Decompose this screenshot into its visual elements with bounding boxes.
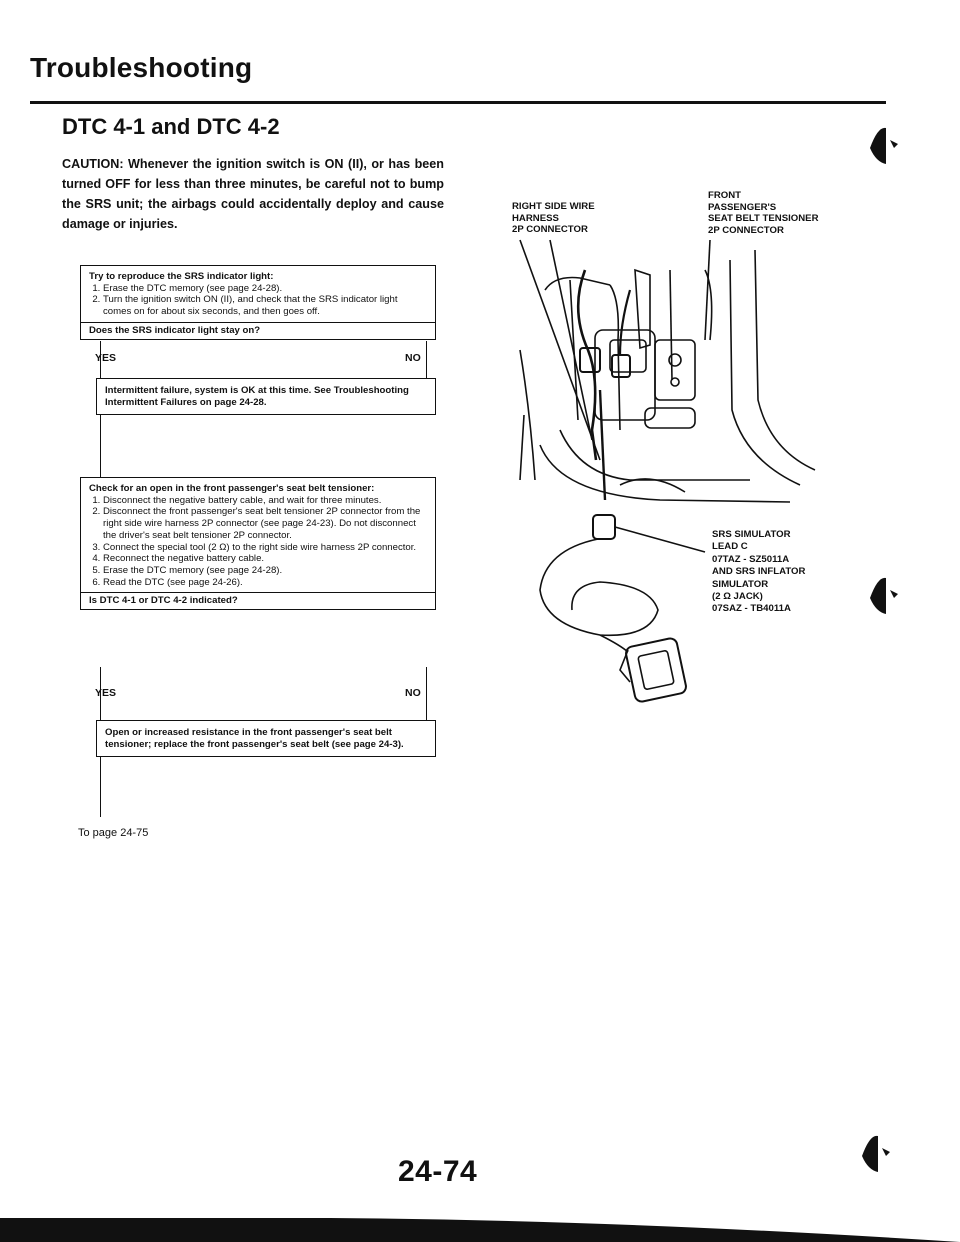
flow-connector bbox=[426, 667, 427, 720]
label-right-side-harness: RIGHT SIDE WIRE HARNESS 2P CONNECTOR bbox=[512, 201, 595, 235]
branch-no-label: NO bbox=[405, 687, 421, 699]
page-title: Troubleshooting bbox=[30, 52, 253, 83]
branch-yes-label: YES bbox=[95, 352, 117, 364]
step-question: Is DTC 4-1 or DTC 4-2 indicated? bbox=[81, 592, 435, 609]
label-srs-simulator: SRS SIMULATOR LEAD C 07TAZ - SZ5011A AND SRS INFLATOR SIMULATOR (2 Ω JACK) 07SAZ - TB4011A bbox=[712, 529, 806, 615]
step-question: Does the SRS indicator light stay on? bbox=[81, 322, 435, 339]
connector-illustration bbox=[500, 230, 820, 710]
step-item: 5. Erase the DTC memory (see page 24-28). bbox=[103, 565, 428, 577]
flow-step-reproduce bbox=[80, 265, 436, 340]
step-item: 4. Reconnect the negative battery cable. bbox=[103, 553, 428, 565]
caution-text: CAUTION: Whenever the ignition switch is ON (II), or has been turned OFF for less than three minutes, be careful not to bump the SRS unit; the airbags could accidentally deploy and cause damage or injuries. bbox=[62, 157, 444, 231]
flow-result-intermittent: Intermittent failure, system is OK at this time. See Troubleshooting Intermittent Failures on page 24-28. bbox=[96, 378, 436, 415]
section-title: DTC 4-1 and DTC 4-2 bbox=[62, 114, 280, 139]
step-item: 1. Erase the DTC memory (see page 24-28). bbox=[103, 283, 428, 295]
branch-yes-label: YES bbox=[95, 687, 117, 699]
tab-mark bbox=[864, 568, 904, 618]
branch-no-label: NO bbox=[405, 352, 421, 364]
step-item: 6. Read the DTC (see page 24-26). bbox=[103, 577, 428, 589]
flow-step-check-open bbox=[80, 477, 436, 610]
step-item: 1. Disconnect the negative battery cable, and wait for three minutes. bbox=[103, 495, 428, 507]
continuation-note: To page 24-75 bbox=[78, 827, 149, 839]
step-heading: Check for an open in the front passenger's seat belt tensioner: bbox=[89, 483, 375, 494]
flow-connector bbox=[426, 341, 427, 378]
step-item: 2. Turn the ignition switch ON (II), and check that the SRS indicator light comes on for about six seconds, and then goes off. bbox=[103, 294, 428, 317]
page-number: 24-74 bbox=[398, 1155, 478, 1188]
tab-mark bbox=[864, 118, 904, 168]
step-item: 3. Connect the special tool (2 Ω) to the right side wire harness 2P connector. bbox=[103, 542, 428, 554]
label-seat-belt-tensioner: FRONT PASSENGER'S SEAT BELT TENSIONER 2P CONNECTOR bbox=[708, 190, 819, 236]
tab-mark bbox=[856, 1126, 896, 1176]
title-rule bbox=[30, 101, 886, 104]
flow-result-replace: Open or increased resistance in the front passenger's seat belt tensioner; replace the front passenger's seat belt (see page 24-3). bbox=[96, 720, 436, 757]
step-heading: Try to reproduce the SRS indicator light: bbox=[89, 271, 274, 282]
bottom-bar bbox=[0, 1214, 960, 1242]
step-item: 2. Disconnect the front passenger's seat belt tensioner 2P connector from the right side wire harness 2P connector (see page 24-23). Do not disconnect the driver's seat belt tensioner 2P connector. bbox=[103, 506, 428, 541]
